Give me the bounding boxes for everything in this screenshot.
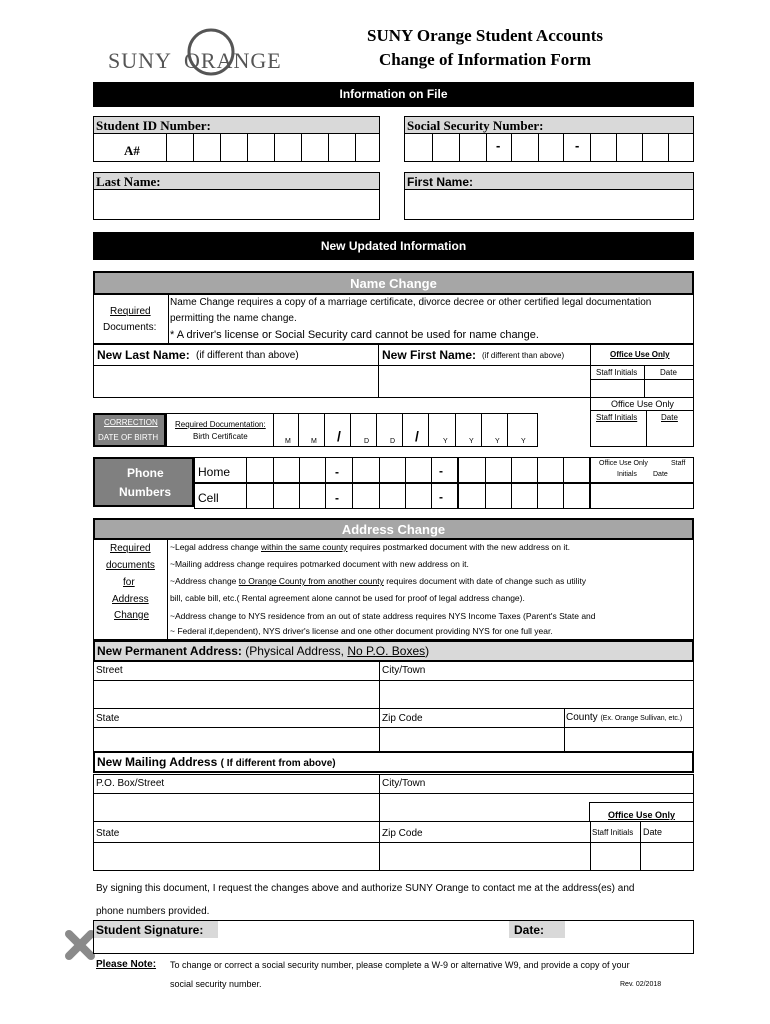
name-change-text-3: * A driver's license or Social Security card cannot be used for name change. [170,329,539,341]
id-digit-cell[interactable] [193,134,194,161]
perm-city-label: City/Town [382,665,426,676]
new-first-name-label: New First Name: [382,348,477,362]
mail-state-input[interactable] [94,842,378,870]
mail-po-label: P.O. Box/Street [96,778,165,789]
perm-city-input[interactable] [380,680,693,708]
id-digit-cell[interactable] [166,134,167,161]
ssn-label: Social Security Number: [407,118,544,133]
perm-zip-input[interactable] [380,727,562,751]
new-info-bar: New Updated Information [93,232,694,260]
mail-address-title: New Mailing Address ( If different from above) [97,755,336,769]
ssn-digit-cell[interactable] [486,134,487,161]
mail-state-label: State [96,828,120,839]
mail-address-header [93,751,694,773]
new-last-name-note: (if different than above) [196,350,299,361]
dob-date-of-birth: DATE OF BIRTH [98,433,159,442]
phone-label-1: Phone [127,466,164,480]
dob-label-box [93,413,166,447]
logo-suny: SUNY [108,48,172,73]
mail-date: Date [643,827,663,837]
rev-label: Rev. 02/2018 [620,981,662,988]
dob-req-doc-value: Birth Certificate [193,432,248,441]
phone-label-2: Numbers [119,485,172,499]
perm-street-label: Street [96,665,123,676]
id-digit-cell[interactable] [355,134,356,161]
mail-office-use-box [589,802,694,822]
mail-staff-initials: Staff Initials [592,828,634,837]
phone-cell-rest[interactable] [458,483,590,509]
addr-req-2: documents [106,560,155,571]
ssn-digit-cell[interactable] [642,134,643,161]
ssn-digit-cell[interactable] [563,134,564,161]
addr-line-2: ~Mailing address change requires potmarked document with new address on it. [170,559,469,569]
ssn-digit-cell[interactable] [590,134,591,161]
id-digit-cell[interactable] [274,134,275,161]
office-use-dob-box [590,397,694,447]
last-name-label: Last Name: [96,174,161,189]
phone-label-box [93,457,194,507]
phone-home-dash: - [335,465,339,479]
id-digit-cell[interactable] [301,134,302,161]
phone-home-rest[interactable] [458,457,590,483]
student-id-label-box [93,116,380,134]
phone-cell-dash: - [335,491,339,505]
ssn-dash: - [575,138,580,153]
dob-d: D [364,438,370,445]
perm-street-input[interactable] [94,680,378,708]
phone-home-row[interactable] [194,457,458,483]
phone-cell-row[interactable] [194,483,458,509]
sig-date-label: Date: [514,923,545,937]
perm-state-label: State [96,713,120,724]
phone-home-label: Home [198,465,231,479]
dob-d: D [390,438,396,445]
addr-line-5: ~Address change to NYS residence from an out of state address requires NYS Income Taxes (Parent's State and [170,611,596,621]
phone-office-use-box [590,457,694,483]
first-name-label: First Name: [407,175,474,189]
last-name-input[interactable] [93,189,380,220]
signature-input[interactable] [218,921,508,953]
dob-y: Y [443,438,448,445]
address-change-docs [93,538,694,640]
id-digit-cell[interactable] [328,134,329,161]
name-change-title: Name Change [350,276,437,291]
signing-line-1: By signing this document, I request the changes above and authorize SUNY Orange to contact me at the address(es) and [96,883,635,894]
perm-address-title: New Permanent Address: (Physical Address, No P.O. Boxes) [97,644,430,658]
phone-staff: Staff [671,460,686,467]
note-line-2: social security number. [170,979,262,989]
logo [104,26,294,76]
phone-home-dash-2: - [439,464,443,478]
please-note-label: Please Note: [96,959,157,970]
dob-y: Y [495,438,500,445]
ssn-digit-cell[interactable] [459,134,460,161]
addr-line-1: ~Legal address change within the same county requires postmarked document with the new address on it. [170,542,570,552]
dob-slash: / [415,428,419,444]
dob-date: Date [661,413,678,422]
name-change-text-2: permitting the name change. [170,313,297,324]
office-use-label: Office Use Only [610,350,670,359]
date-label: Date [660,368,677,377]
perm-county-label: County (Ex. Orange Sullivan, etc.) [566,712,683,723]
ssn-digit-cell[interactable] [616,134,617,161]
name-change-text-1: Name Change requires a copy of a marriage certificate, divorce decree or other certified legal documentation [170,297,652,308]
logo-orange: ORANGE [184,48,282,73]
info-on-file-bar: Information on File [93,82,694,107]
ssn-digit-cell[interactable] [432,134,433,161]
ssn-digit-cell[interactable] [511,134,512,161]
note-line-1: To change or correct a social security number, please complete a W-9 or alternative W9, and provide a copy of your [170,960,630,970]
perm-state-input[interactable] [94,727,378,751]
phone-office-use: Office Use Only [599,460,648,467]
perm-county-input[interactable] [565,727,693,751]
dob-y: Y [469,438,474,445]
req-docs-1: Required [110,306,151,317]
staff-initials-label: Staff Initials [596,368,638,377]
name-change-docs [93,294,694,344]
student-id-label: Student ID Number: [96,118,211,133]
perm-zip-label: Zip Code [382,713,423,724]
addr-line-6: ~ Federal if,dependent), NYS driver's license and one other document providing NYS for one full year. [170,626,553,636]
dob-m: M [311,438,317,445]
dob-req-doc-label: Required Documentation: [175,420,266,429]
addr-req-3: for [123,577,135,588]
perm-address-header [93,640,694,662]
phone-office-use-input[interactable] [590,483,694,509]
mail-city-label: City/Town [382,778,426,789]
dob-staff-initials: Staff Initials [596,413,638,422]
ssn-input[interactable] [404,133,694,162]
phone-cell-label: Cell [198,491,219,505]
addr-line-3: ~Address change to Orange County from another county requires document with date of change such as utility [170,576,587,586]
new-last-name-input[interactable] [93,364,379,398]
new-first-name-note: (if different than above) [482,351,565,360]
dob-slash: / [337,428,341,444]
addr-req-5: Change [114,610,150,621]
addr-req-4: Address [112,594,149,605]
dob-office-use: Office Use Only [611,399,674,409]
dob-y: Y [521,438,526,445]
address-change-bar [93,518,694,540]
dob-m: M [285,438,291,445]
ssn-digit-cell[interactable] [668,134,669,161]
signing-line-2: phone numbers provided. [96,906,210,917]
sig-date-input[interactable] [566,921,693,953]
id-digit-cell[interactable] [247,134,248,161]
req-docs-2: Documents: [103,322,157,333]
student-id-input[interactable] [93,133,380,162]
mail-po-input[interactable] [94,793,378,821]
form-title-2: Change of Information Form [378,50,591,69]
close-icon[interactable] [63,928,97,962]
id-digit-cell[interactable] [220,134,221,161]
address-change-title: Address Change [341,522,446,537]
phone-cell-dash-2: - [439,490,443,504]
phone-initials: Initials [617,471,637,478]
name-change-bar [93,271,694,295]
mail-zip-label: Zip Code [382,828,423,839]
first-name-input[interactable] [404,189,694,220]
dob-input-box[interactable] [166,413,538,447]
new-last-name-label: New Last Name: [97,348,190,362]
last-name-label-box [93,172,380,190]
student-id-prefix: A# [124,143,140,158]
phone-date: Date [653,471,668,478]
mail-zip-input[interactable] [380,842,588,870]
ssn-dash: - [496,138,501,153]
dob-correction: CORRECTION [104,418,158,427]
mail-office-use: Office Use Only [608,810,676,820]
addr-req-1: Required [110,543,151,554]
addr-line-4: bill, cable bill, etc.( Rental agreement alone cannot be used for proof of legal address change). [170,593,525,603]
new-first-name-input[interactable] [379,364,590,398]
ssn-label-box [404,116,694,134]
ssn-digit-cell[interactable] [538,134,539,161]
signature-label: Student Signature: [96,923,204,937]
first-name-label-box [404,172,694,190]
form-title-1: SUNY Orange Student Accounts [367,26,603,45]
